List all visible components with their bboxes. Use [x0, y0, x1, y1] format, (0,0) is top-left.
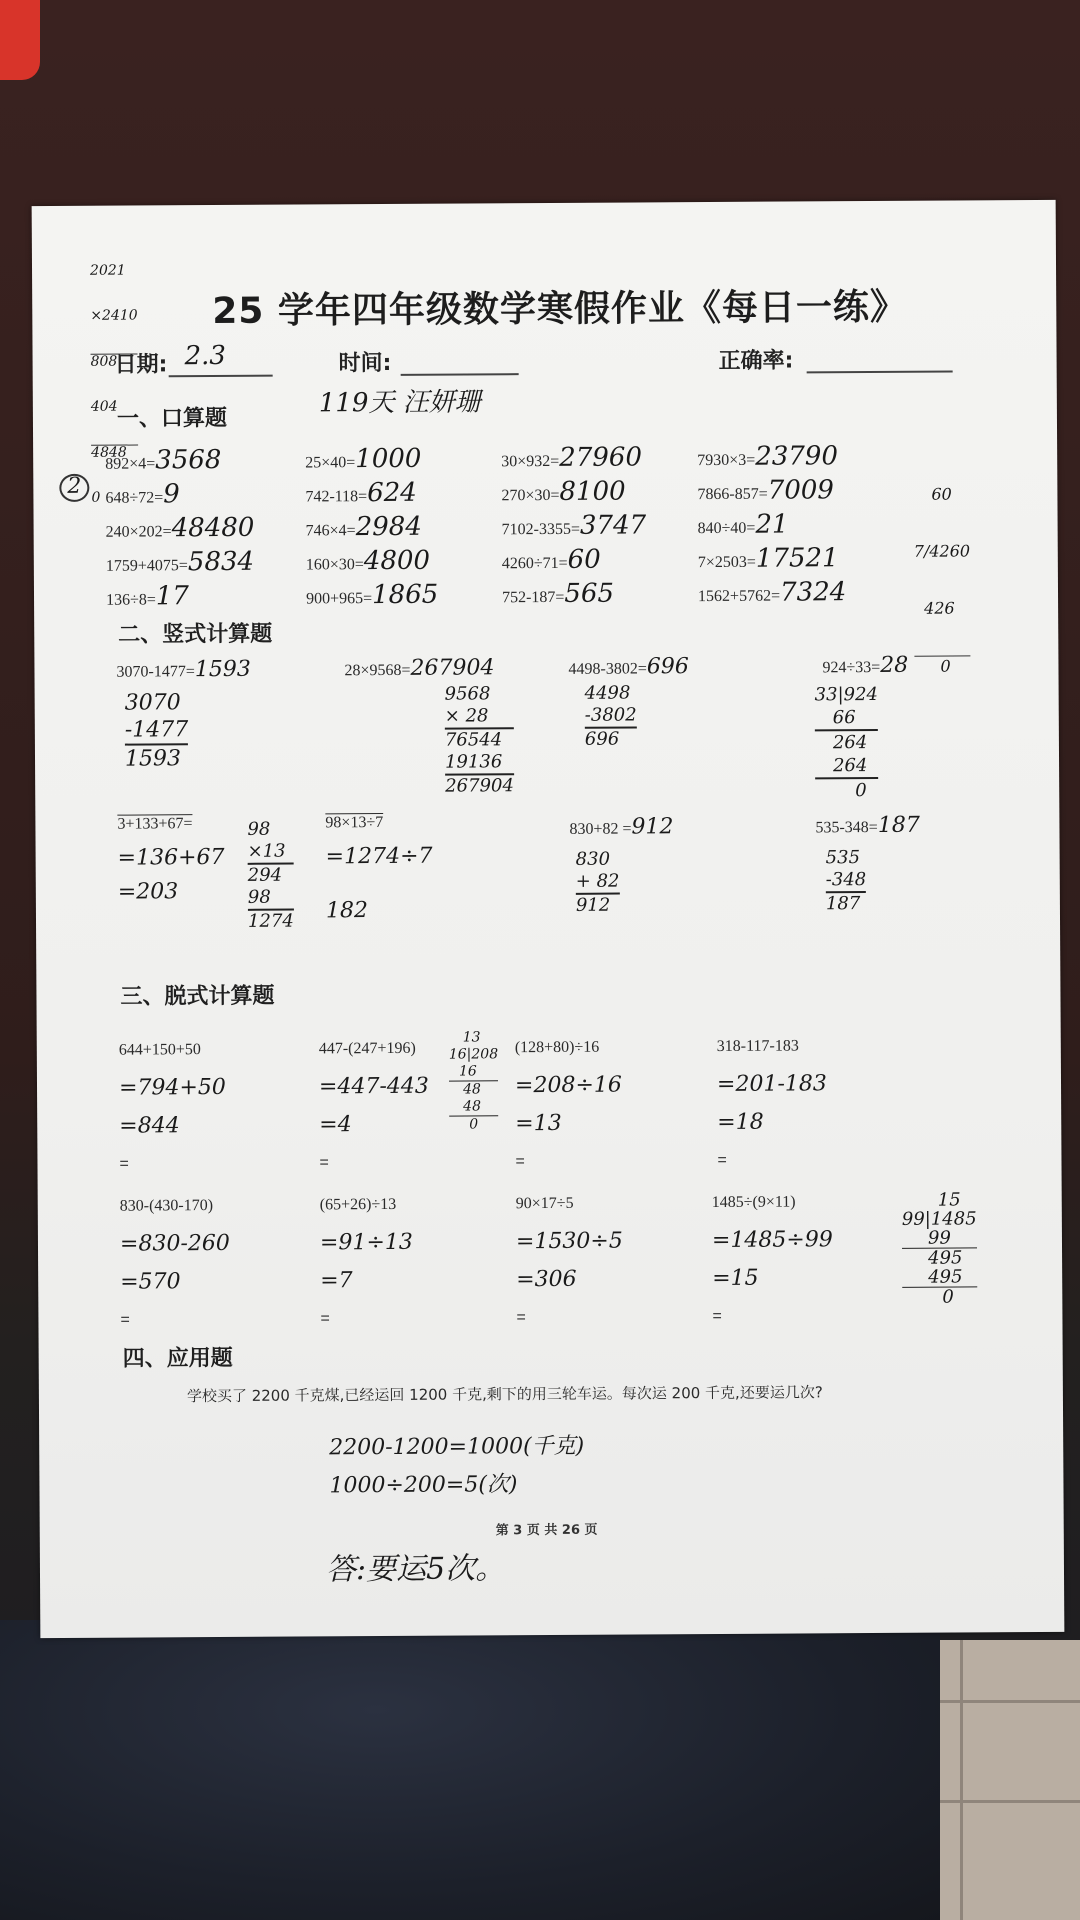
oral-item: 270×30=8100	[501, 476, 626, 507]
vertical-work: 33|924 66 264 264 0	[814, 683, 879, 802]
margin-line: ×2410	[90, 307, 138, 324]
oral-item: 7102-3355=3747	[501, 510, 647, 541]
accuracy-label: 正确率:	[718, 348, 794, 374]
section-3-title: 三、脱式计算题	[120, 983, 275, 1010]
page-title: 25 学年四年级数学寒假作业《每日一练》	[212, 286, 908, 333]
margin-line: 404	[90, 398, 118, 415]
step-problem: (128+80)÷16 =208÷16 =13 =	[514, 1038, 622, 1171]
oral-item: 742-118=624	[305, 477, 417, 509]
vertical-work: 3070 -1477 1593	[124, 690, 189, 772]
circle-mark: 2	[59, 474, 89, 502]
oral-item: 7930×3=23790	[697, 441, 839, 472]
step-problem: 830-(430-170) =830-260 =570 =	[119, 1197, 230, 1329]
vertical-work: 830 + 82 912	[575, 848, 620, 916]
vertical-problem: 3070-1477=1593	[116, 656, 251, 683]
margin-line: 0	[914, 655, 970, 675]
vertical-problem: 4498-3802=696	[568, 654, 689, 680]
page-number: 第 3 页 共 26 页	[495, 1522, 598, 1539]
oral-item: 240×202=48480	[105, 512, 255, 544]
word-problem-step: 2200-1200=1000(千克)	[329, 1433, 585, 1461]
margin-line: 808	[91, 353, 138, 369]
word-problem-answer: 答:要运5次。	[325, 1551, 506, 1588]
time-underline	[401, 373, 519, 376]
word-problem-step: 1000÷200=5(次)	[329, 1472, 518, 1499]
section-4-title: 四、应用题	[122, 1345, 233, 1372]
oral-item: 4260÷71=60	[501, 544, 601, 575]
vertical-problem: 535-348=187	[815, 812, 920, 838]
step-problem: 644+150+50 =794+50 =844 =	[118, 1041, 226, 1173]
red-object	[0, 0, 40, 80]
accuracy-underline	[807, 371, 953, 374]
oral-item: 892×4=3568	[105, 444, 222, 476]
margin-line: 7/4260	[913, 541, 971, 561]
worksheet-paper	[32, 200, 1065, 1638]
word-problem-question: 学校买了 2200 千克煤,已经运回 1200 千克,剩下的用三轮车运。每次运 200 千克,还要运几次?	[186, 1383, 823, 1406]
vertical-work: 535 -348 187	[825, 847, 867, 915]
side-multiplication: 98 ×13 294 98 1274	[247, 818, 294, 932]
handwritten-note: 119天 汪妍珊	[318, 387, 481, 419]
vertical-work: =1274÷7 182	[325, 843, 433, 924]
margin-line: 426	[924, 598, 955, 618]
vertical-work: 4498 -3802 696	[584, 682, 637, 750]
vertical-problem: 830+82 =912	[569, 814, 674, 840]
tile-seam	[960, 1640, 963, 1920]
oral-item: 900+965=1865	[305, 579, 439, 611]
step-problem: (65+26)÷13 =91÷13 =7 =	[319, 1195, 413, 1328]
person-legs	[0, 1620, 940, 1920]
oral-item: 7×2503=17521	[697, 543, 839, 574]
oral-item: 136÷8=17	[105, 581, 190, 612]
oral-item: 160×30=4800	[305, 545, 431, 577]
vertical-problem: 3+133+67=	[117, 815, 193, 833]
vertical-work: =136+67 =203	[117, 844, 225, 905]
vertical-work: 9568 × 28 76544 19136 267904	[444, 683, 514, 797]
oral-item: 746×4=2984	[305, 511, 422, 543]
date-underline	[169, 375, 273, 378]
time-label: 时间:	[338, 350, 392, 377]
vertical-problem: 28×9568=267904	[344, 655, 495, 681]
oral-item: 840÷40=21	[697, 509, 789, 540]
vertical-problem: 98×13÷7	[325, 814, 384, 832]
step-problem: 1485÷(9×11) =1485÷99 =15 =	[711, 1193, 833, 1326]
vertical-problem: 924÷33=28	[822, 652, 909, 678]
margin-calc-right	[913, 446, 971, 713]
margin-line: 60	[931, 484, 952, 504]
step-problem: 318-117-183 =201-183 =18 =	[716, 1037, 827, 1169]
margin-line: 4848	[91, 444, 138, 460]
step-problem: 447-(247+196) =447-443 =4 =	[318, 1039, 429, 1172]
margin-line: 0	[91, 489, 101, 506]
oral-item: 30×932=27960	[501, 442, 643, 473]
margin-line: 2021	[89, 262, 126, 279]
oral-item: 752-187=565	[501, 578, 615, 609]
date-label: 日期:	[114, 352, 168, 378]
date-value: 2.3	[184, 340, 227, 372]
section-2-title: 二、竖式计算题	[118, 621, 273, 648]
side-division: 13 16|208 16 48 48 0	[448, 1029, 499, 1133]
oral-item: 1562+5762=7324	[697, 577, 847, 608]
oral-item: 25×40=1000	[305, 443, 422, 475]
section-1-title: 一、口算题	[116, 405, 228, 432]
oral-item: 1759+4075=5834	[105, 546, 255, 578]
side-division-right: 15 99|1485 99 495 495 0	[901, 1189, 977, 1308]
oral-item: 7866-857=7009	[697, 475, 835, 506]
oral-item: 648÷72=9	[105, 479, 180, 510]
step-problem: 90×17÷5 =1530÷5 =306 =	[515, 1194, 623, 1327]
